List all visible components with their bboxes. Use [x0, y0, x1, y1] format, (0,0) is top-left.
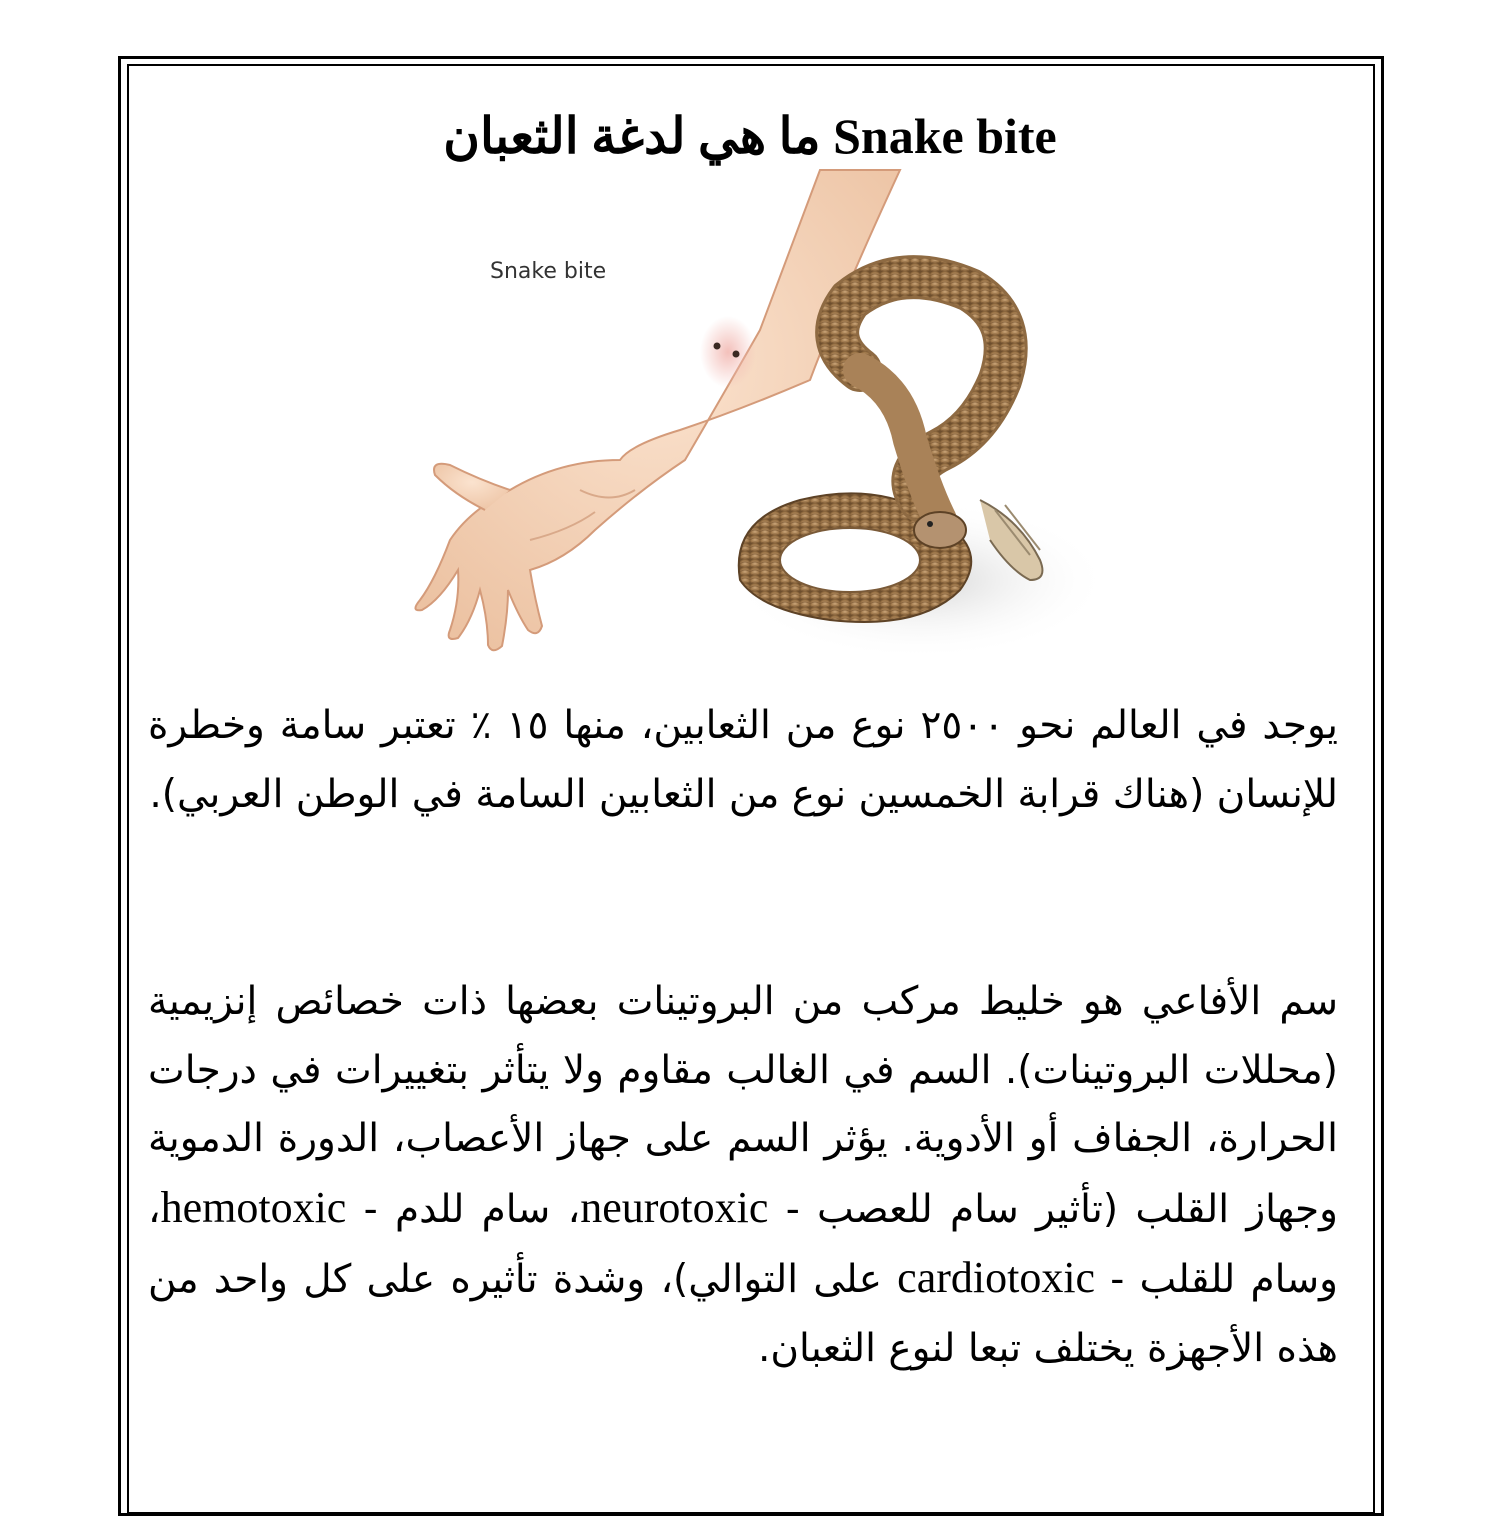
term-hemotoxic: hemotoxic	[160, 1182, 347, 1232]
intro-paragraph: يوجد في العالم نحو ٢٥٠٠ نوع من الثعابين، منها ١٥ ٪ تعتبر سامة وخطرة للإنسان (هناك قرابة الخمسين نوع من الثعابين السامة في الوطن العربي).	[148, 703, 1339, 817]
title-english: Snake bite	[833, 108, 1057, 164]
term-neurotoxic: neurotoxic	[580, 1182, 769, 1232]
venom-text-4: على التوالي)، وشدة تأثيره على كل واحد من هذه الأجهزة يختلف تبعا لنوع الثعبان.	[148, 1257, 1338, 1371]
venom-text-1: سم الأفاعي هو خليط مركب من البروتينات بعضها ذات خصائص إنزيمية (محللات البروتينات). السم في الغالب مقاوم ولا يتأثر بتغييرات في درجات الحرارة، الجفاف أو الأدوية. يؤثر السم على جهاز الأعصاب، الدورة الدموية وجهاز القلب (تأثير سام للعصب -	[148, 979, 1338, 1232]
venom-paragraph	[148, 968, 1338, 1383]
page-title	[150, 104, 1350, 168]
venom-text-2: ، سام للدم -	[346, 1186, 581, 1232]
snake-bite-illustration	[380, 160, 1100, 670]
bruise-icon	[700, 316, 756, 388]
title-arabic: ما هي لدغة الثعبان	[443, 108, 821, 164]
venom-text-3: ، وسام للقلب -	[148, 1186, 1338, 1302]
illustration-label: Snake bite	[490, 259, 607, 284]
term-cardiotoxic: cardiotoxic	[897, 1253, 1096, 1302]
